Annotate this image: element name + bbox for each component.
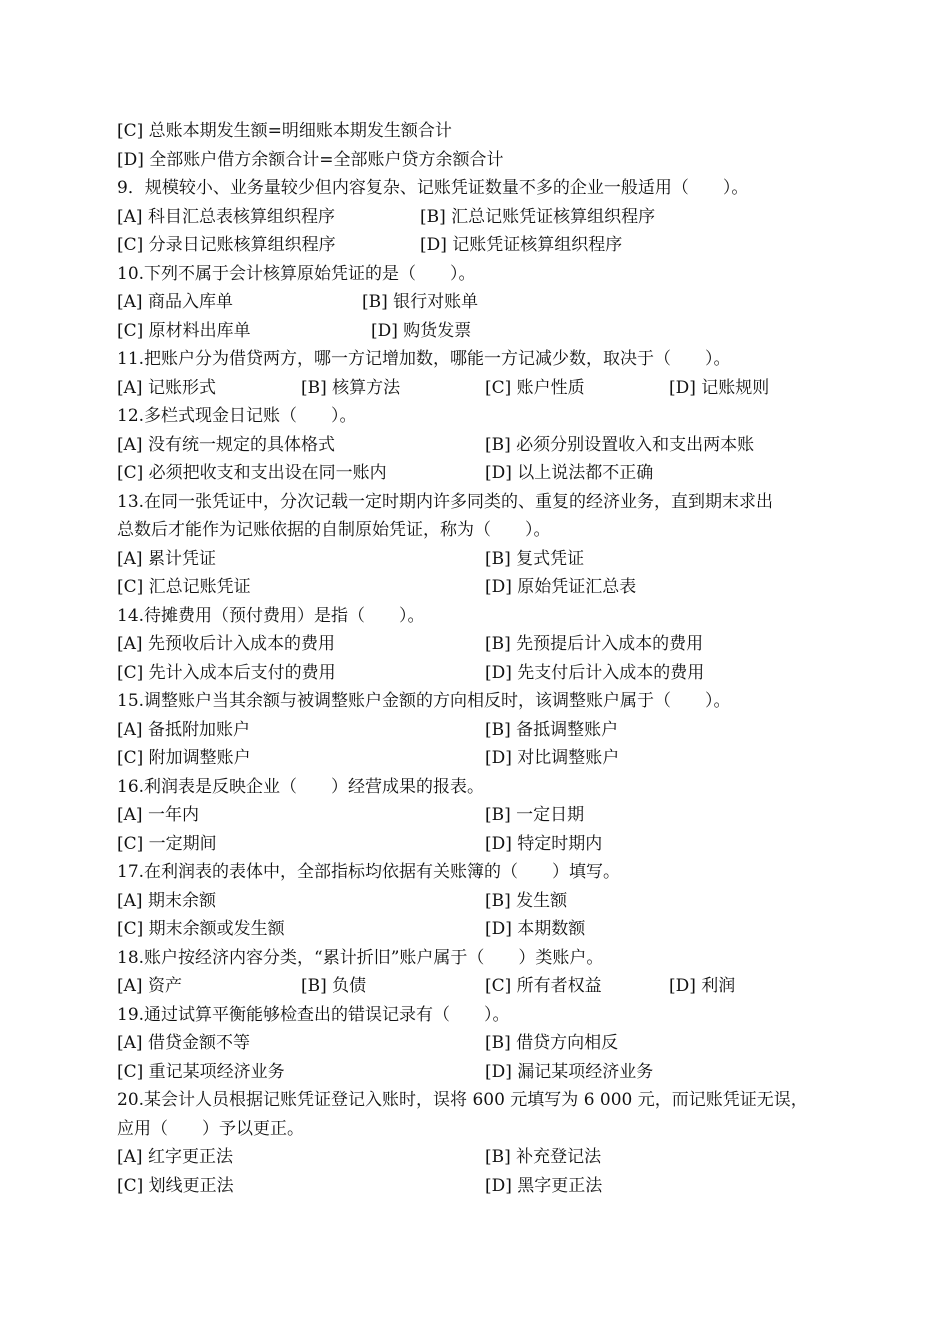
answer-options-row: [117, 915, 837, 944]
answer-option: [B] 负债: [301, 976, 367, 996]
answer-option: [D] 黑字更正法: [485, 1175, 603, 1196]
answer-option: [D] 以上说法都不正确: [485, 463, 654, 483]
answer-option: [A] 科目汇总表核算组织程序: [117, 206, 335, 227]
answer-option: [D] 记账规则: [669, 377, 770, 398]
answer-option: [A] 累计凭证: [117, 548, 216, 569]
question-text-line: [C] 总账本期发生额=明细账本期发生额合计: [117, 121, 452, 141]
answer-option: [D] 漏记某项经济业务: [485, 1061, 654, 1082]
question-text-line: 19.通过试算平衡能够检查出的错误记录有（ ）。: [117, 1004, 510, 1025]
answer-option: [C] 所有者权益: [485, 976, 602, 996]
answer-option: [D] 特定时期内: [485, 833, 603, 854]
answer-option: [C] 先计入成本后支付的费用: [117, 662, 336, 683]
answer-options-row: [117, 431, 837, 460]
answer-option: [D] 原始凭证汇总表: [485, 577, 637, 597]
answer-option: [B] 一定日期: [485, 805, 585, 825]
answer-options-row: [117, 801, 837, 830]
answer-options-row: [117, 744, 837, 773]
answer-option: [C] 账户性质: [485, 377, 585, 398]
answer-option: [C] 原材料出库单: [117, 320, 251, 341]
answer-option: [A] 借贷金额不等: [117, 1033, 250, 1053]
answer-option: [C] 分录日记账核算组织程序: [117, 235, 336, 255]
answer-option: [A] 红字更正法: [117, 1147, 233, 1167]
answer-option: [B] 备抵调整账户: [485, 719, 619, 740]
question-text-line: 应用（ ）予以更正。: [117, 1118, 304, 1139]
answer-option: [D] 本期数额: [485, 919, 586, 939]
question-text-line: 13.在同一张凭证中，分次记载一定时期内许多同类的、重复的经济业务，直到期末求出: [117, 491, 774, 512]
answer-option: [D] 对比调整账户: [485, 748, 620, 768]
answer-option: [B] 银行对账单: [362, 292, 479, 312]
answer-options-row: [117, 573, 837, 602]
answer-options-row: [117, 716, 837, 745]
answer-options-row: [117, 374, 837, 403]
answer-options-row: [117, 1029, 837, 1058]
answer-option: [B] 借贷方向相反: [485, 1033, 619, 1053]
answer-option: [B] 补充登记法: [485, 1147, 602, 1167]
question-text-line: 18.账户按经济内容分类，“累计折旧”账户属于（ ）类账户。: [117, 947, 604, 968]
answer-option: [A] 一年内: [117, 805, 199, 825]
answer-options-row: [117, 288, 837, 317]
answer-option: [C] 期末余额或发生额: [117, 919, 285, 939]
answer-option: [D] 利润: [669, 976, 736, 996]
answer-option: [A] 记账形式: [117, 377, 216, 398]
question-text-line: 14.待摊费用（预付费用）是指（ ）。: [117, 605, 425, 626]
answer-option: [D] 记账凭证核算组织程序: [420, 235, 623, 255]
answer-option: [A] 备抵附加账户: [117, 719, 250, 740]
answer-option: [C] 附加调整账户: [117, 748, 251, 768]
answer-option: [C] 划线更正法: [117, 1175, 234, 1196]
answer-option: [B] 复式凭证: [485, 548, 585, 569]
answer-options-row: [117, 1172, 837, 1201]
answer-option: [B] 必须分别设置收入和支出两本账: [485, 434, 755, 455]
question-text-line: 17.在利润表的表体中，全部指标均依据有关账簿的（ ）填写。: [117, 862, 621, 882]
answer-options-row: [117, 659, 837, 688]
answer-options-row: [117, 1058, 837, 1087]
question-text-line: 16.利润表是反映企业（ ）经营成果的报表。: [117, 776, 485, 797]
answer-options-row: [117, 1143, 837, 1172]
question-text-line: 总数后才能作为记账依据的自制原始凭证，称为（ ）。: [117, 520, 551, 540]
answer-option: [B] 汇总记账凭证核算组织程序: [420, 206, 656, 227]
answer-option: [B] 先预提后计入成本的费用: [485, 634, 704, 654]
answer-option: [A] 先预收后计入成本的费用: [117, 634, 335, 654]
answer-options-row: [117, 203, 837, 232]
answer-option: [C] 必须把收支和支出设在同一账内: [117, 463, 387, 483]
question-text-line: 9．规模较小、业务量较少但内容复杂、记账凭证数量不多的企业一般适用（ ）。: [117, 178, 749, 198]
answer-options-row: [117, 459, 837, 488]
question-text-line: 11.把账户分为借贷两方，哪一方记增加数，哪能一方记减少数，取决于（ ）。: [117, 349, 731, 369]
question-text-line: 15.调整账户当其余额与被调整账户金额的方向相反时，该调整账户属于（ ）。: [117, 691, 731, 711]
question-text-line: 10.下列不属于会计核算原始凭证的是（ ）。: [117, 263, 476, 284]
answer-option: [C] 一定期间: [117, 833, 217, 854]
answer-option: [B] 发生额: [485, 890, 568, 911]
answer-option: [C] 汇总记账凭证: [117, 577, 251, 597]
answer-options-row: [117, 972, 837, 1001]
answer-option: [A] 期末余额: [117, 890, 216, 911]
answer-options-row: [117, 231, 837, 260]
answer-options-row: [117, 317, 837, 346]
answer-option: [D] 购货发票: [371, 320, 472, 341]
answer-option: [A] 资产: [117, 976, 182, 996]
answer-option: [B] 核算方法: [301, 377, 401, 398]
question-list: [117, 117, 837, 1200]
answer-options-row: [117, 830, 837, 859]
question-text-line: 12.多栏式现金日记账（ ）。: [117, 406, 357, 426]
answer-option: [A] 商品入库单: [117, 292, 233, 312]
answer-options-row: [117, 545, 837, 574]
answer-option: [A] 没有统一规定的具体格式: [117, 434, 335, 455]
answer-option: [C] 重记某项经济业务: [117, 1061, 285, 1082]
answer-options-row: [117, 887, 837, 916]
answer-options-row: [117, 630, 837, 659]
question-text-line: 20.某会计人员根据记账凭证登记入账时，误将 600 元填写为 6 000 元，而记账凭证无误，: [117, 1090, 808, 1110]
answer-option: [D] 先支付后计入成本的费用: [485, 662, 705, 683]
question-text-line: [D] 全部账户借方余额合计=全部账户贷方余额合计: [117, 149, 504, 170]
